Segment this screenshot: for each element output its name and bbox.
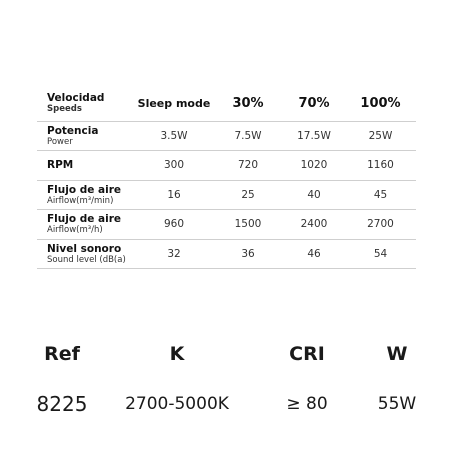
table-cell: 1160 — [367, 159, 394, 172]
table-cell: 16 — [167, 188, 181, 201]
watt-value: 55W — [377, 394, 417, 414]
table-row-power — [37, 121, 416, 151]
row-label: Flujo de aire — [47, 213, 121, 226]
table-row-rpm — [37, 151, 416, 181]
row-label-cell — [37, 121, 135, 151]
kelvin-header: K — [169, 343, 185, 365]
row-label: RPM — [47, 159, 74, 172]
cri-header: CRI — [289, 343, 325, 365]
row-label-cell — [37, 151, 135, 181]
table-cell: 3.5W — [160, 129, 188, 142]
table-cell: 1020 — [300, 159, 328, 172]
speeds-sublabel: Speeds — [47, 104, 82, 115]
table-cell: 1500 — [234, 218, 262, 231]
kelvin-value: 2700-5000K — [125, 394, 229, 414]
table-row-airflow-hour — [37, 210, 416, 240]
row-label: Flujo de aire — [47, 183, 121, 196]
table-row-airflow-min — [37, 180, 416, 210]
row-label-cell — [37, 239, 135, 269]
row-sublabel: Airflow(m³/h) — [47, 225, 103, 236]
table-cell: 2400 — [300, 218, 328, 231]
column-header-70: 70% — [298, 95, 330, 111]
reference-header-row — [22, 332, 432, 376]
table-cell: 25W — [368, 129, 393, 142]
row-label-cell — [37, 180, 135, 210]
table-cell: 300 — [163, 159, 185, 172]
table-cell: 2700 — [367, 218, 394, 231]
row-label-cell — [37, 210, 135, 240]
table-cell: 45 — [373, 188, 388, 201]
column-header-100: 100% — [360, 95, 401, 111]
table-cell: 960 — [163, 218, 185, 231]
column-header-sleep-mode: Sleep mode — [137, 96, 211, 110]
cri-value: ≥ 80 — [286, 394, 328, 414]
ref-value: 8225 — [36, 392, 88, 416]
row-sublabel: Power — [47, 136, 73, 147]
speed-specs-table — [37, 86, 416, 269]
table-cell: 36 — [241, 247, 255, 260]
speeds-label: Velocidad — [47, 92, 105, 105]
table-cell: 54 — [373, 247, 388, 260]
ref-header: Ref — [44, 343, 80, 365]
column-header-30: 30% — [232, 95, 264, 111]
table-cell: 7.5W — [234, 129, 262, 142]
table-cell: 720 — [237, 159, 259, 172]
watt-header: W — [386, 343, 408, 365]
reference-value-row — [22, 376, 432, 432]
table-cell: 17.5W — [297, 129, 331, 142]
row-label: Nivel sonoro — [47, 242, 122, 255]
table-cell: 25 — [241, 188, 255, 201]
row-sublabel: Sound level (dB(a) — [47, 254, 126, 265]
table-cell: 40 — [307, 188, 321, 201]
table-cell: 32 — [167, 247, 181, 260]
speeds-header-cell — [37, 86, 135, 121]
row-label: Potencia — [47, 124, 99, 137]
specs-header-row — [37, 86, 416, 121]
reference-table — [22, 332, 432, 432]
table-cell: 46 — [307, 247, 321, 260]
table-row-sound-level — [37, 239, 416, 269]
row-sublabel: Airflow(m³/min) — [47, 195, 114, 206]
